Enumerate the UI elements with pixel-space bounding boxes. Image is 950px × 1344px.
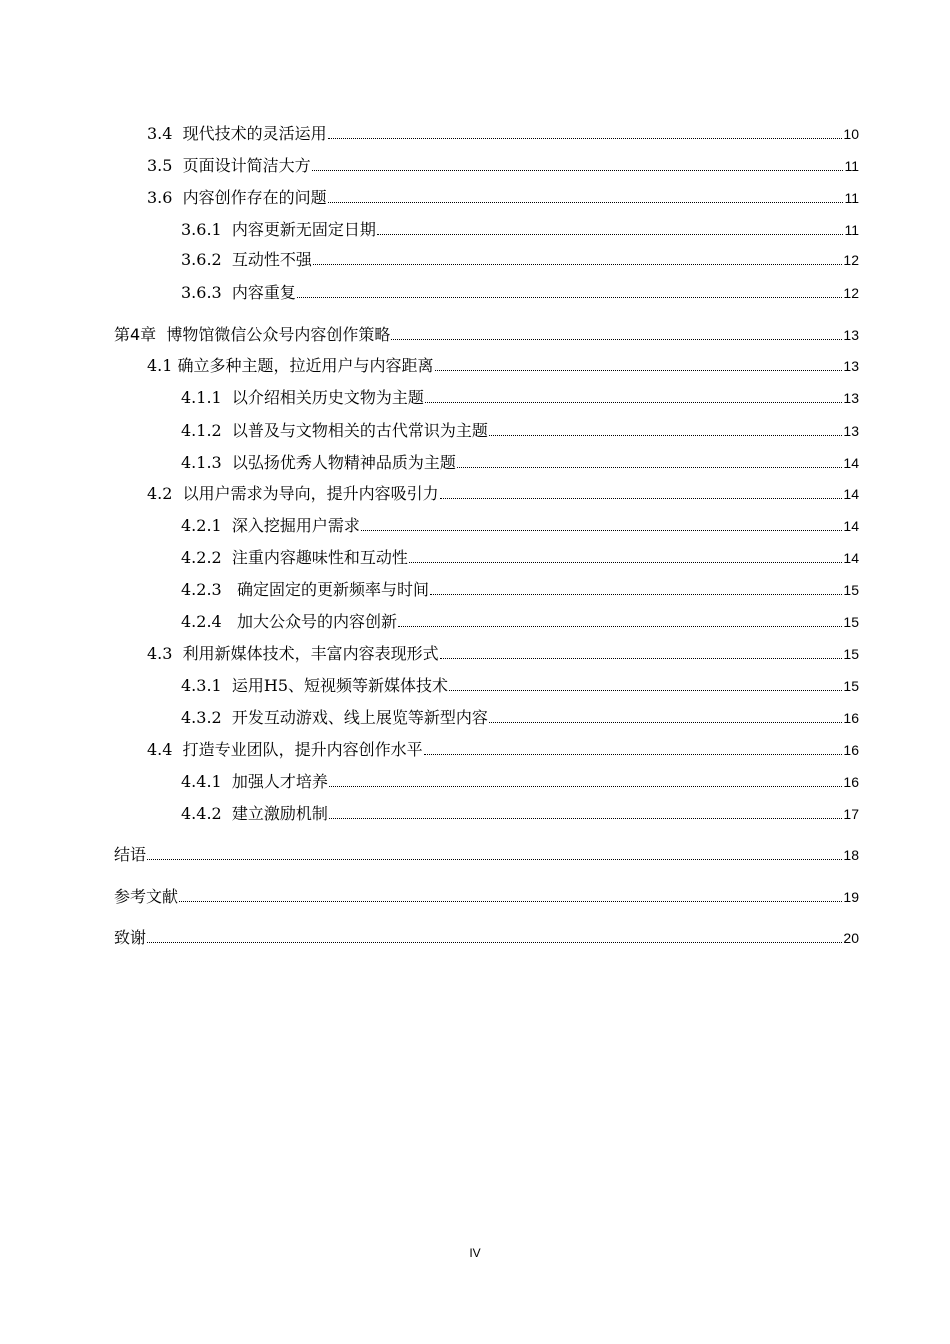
- dot-leader: [297, 297, 843, 298]
- dot-leader: [409, 562, 843, 563]
- dot-leader: [329, 818, 843, 819]
- toc-entry-page: 12: [843, 252, 859, 268]
- toc-entry-page: 16: [843, 774, 859, 790]
- toc-entry-3-4[interactable]: [147, 120, 859, 144]
- dot-leader: [179, 901, 842, 902]
- toc-entry-label: 4.4.2 建立激励机制: [181, 804, 328, 823]
- toc-entry-page: 16: [843, 742, 859, 758]
- toc-entry-page: 10: [843, 126, 859, 142]
- toc-entry-page: 15: [843, 614, 859, 630]
- toc-entry-label: 结语: [114, 845, 147, 864]
- toc-entry-3-6-2[interactable]: [181, 246, 859, 270]
- toc-entry-4-3-2[interactable]: [181, 704, 859, 728]
- dot-leader: [440, 658, 843, 659]
- toc-entry-4-1-3[interactable]: [181, 449, 859, 473]
- dot-leader: [329, 786, 843, 787]
- dot-leader: [430, 594, 842, 595]
- toc-entry-4-2-4[interactable]: [181, 608, 859, 632]
- toc-entry-label: 致谢: [114, 928, 147, 947]
- toc-entry-4-4-1[interactable]: [181, 768, 859, 792]
- toc-entry-page: 14: [843, 455, 859, 471]
- page-number-footer: IV: [469, 1246, 481, 1260]
- dot-leader: [313, 264, 843, 265]
- toc-entry-4-1-1[interactable]: [181, 384, 859, 408]
- toc-entry-page: 14: [843, 550, 859, 566]
- toc-entry-page: 20: [843, 930, 859, 946]
- toc-entry-page: 19: [843, 889, 859, 905]
- toc-entry-label: 4.3.2 开发互动游戏、线上展览等新型内容: [181, 708, 488, 727]
- toc-entry-page: 18: [843, 847, 859, 863]
- toc-entry-3-6-3[interactable]: [181, 279, 859, 303]
- toc-entry-label: 3.6.2 互动性不强: [181, 250, 312, 269]
- dot-leader: [398, 626, 842, 627]
- toc-entry-4-2[interactable]: [147, 480, 859, 504]
- toc-entry-conclusion[interactable]: [114, 841, 859, 865]
- dot-leader: [391, 339, 842, 340]
- toc-entry-label: 4.2.3 确定固定的更新频率与时间: [181, 580, 429, 599]
- dot-leader: [361, 530, 843, 531]
- dot-leader: [489, 722, 843, 723]
- toc-entry-label: 4.2.1 深入挖掘用户需求: [181, 516, 360, 535]
- toc-entry-label: 4.1.2 以普及与文物相关的古代常识为主题: [181, 421, 488, 440]
- dot-leader: [328, 202, 844, 203]
- toc-entry-page: 16: [843, 710, 859, 726]
- toc-entry-page: 13: [843, 423, 859, 439]
- toc-entry-page: 13: [843, 327, 859, 343]
- toc-entry-chapter-4[interactable]: [114, 321, 859, 345]
- toc-entry-4-3[interactable]: [147, 640, 859, 664]
- toc-entry-label: 4.4 打造专业团队，提升内容创作水平: [147, 740, 423, 759]
- dot-leader: [424, 754, 843, 755]
- toc-entry-page: 15: [843, 678, 859, 694]
- toc-entry-page: 11: [844, 190, 859, 206]
- dot-leader: [328, 138, 843, 139]
- toc-entry-acknowledgements[interactable]: [114, 924, 859, 948]
- toc-entry-3-6-1[interactable]: [181, 216, 859, 240]
- toc-entry-4-2-2[interactable]: [181, 544, 859, 568]
- toc-entry-page: 14: [843, 486, 859, 502]
- toc-entry-page: 12: [843, 285, 859, 301]
- toc-entry-4-2-1[interactable]: [181, 512, 859, 536]
- toc-entry-page: 13: [843, 390, 859, 406]
- dot-leader: [425, 402, 843, 403]
- toc-entry-page: 13: [843, 358, 859, 374]
- toc-entry-page: 15: [843, 582, 859, 598]
- toc-entry-page: 14: [843, 518, 859, 534]
- toc-entry-label: 3.6 内容创作存在的问题: [147, 188, 327, 207]
- toc-entry-label: 4.2 以用户需求为导向，提升内容吸引力: [147, 484, 439, 503]
- dot-leader: [377, 234, 844, 235]
- toc-entry-page: 15: [843, 646, 859, 662]
- toc-entry-label: 3.4 现代技术的灵活运用: [147, 124, 327, 143]
- dot-leader: [435, 370, 843, 371]
- toc-entry-label: 4.1.3 以弘扬优秀人物精神品质为主题: [181, 453, 456, 472]
- toc-entry-label: 3.6.1 内容更新无固定日期: [181, 220, 376, 239]
- toc-entry-label: 3.5 页面设计简洁大方: [147, 156, 311, 175]
- dot-leader: [489, 435, 843, 436]
- toc-entry-4-4-2[interactable]: [181, 800, 859, 824]
- toc-entry-label: 4.2.4 加大公众号的内容创新: [181, 612, 397, 631]
- toc-entry-label: 4.3 利用新媒体技术，丰富内容表现形式: [147, 644, 439, 663]
- toc-entry-label: 4.3.1 运用H5、短视频等新媒体技术: [181, 676, 449, 695]
- toc-entry-page: 11: [844, 222, 859, 238]
- toc-entry-label: 4.1.1 以介绍相关历史文物为主题: [181, 388, 424, 407]
- toc-entry-3-5[interactable]: [147, 152, 859, 176]
- dot-leader: [147, 859, 842, 860]
- toc-entry-label: 3.6.3 内容重复: [181, 283, 296, 302]
- toc-entry-4-1[interactable]: [147, 352, 859, 376]
- toc-entry-references[interactable]: [114, 883, 859, 907]
- toc-entry-label: 4.2.2 注重内容趣味性和互动性: [181, 548, 408, 567]
- toc-entry-label: 参考文献: [114, 887, 179, 906]
- toc-entry-4-2-3[interactable]: [181, 576, 859, 600]
- dot-leader: [457, 467, 843, 468]
- dot-leader: [147, 942, 842, 943]
- toc-entry-4-3-1[interactable]: [181, 672, 859, 696]
- toc-entry-page: 11: [844, 158, 859, 174]
- toc-entry-label: 4.1 确立多种主题，拉近用户与内容距离: [147, 356, 434, 375]
- dot-leader: [440, 498, 843, 499]
- toc-entry-label: 第4章 博物馆微信公众号内容创作策略: [114, 325, 391, 344]
- dot-leader: [449, 690, 842, 691]
- dot-leader: [312, 170, 844, 171]
- toc-entry-3-6[interactable]: [147, 184, 859, 208]
- toc-entry-4-4[interactable]: [147, 736, 859, 760]
- toc-entry-label: 4.4.1 加强人才培养: [181, 772, 328, 791]
- toc-entry-4-1-2[interactable]: [181, 417, 859, 441]
- toc-entry-page: 17: [843, 806, 859, 822]
